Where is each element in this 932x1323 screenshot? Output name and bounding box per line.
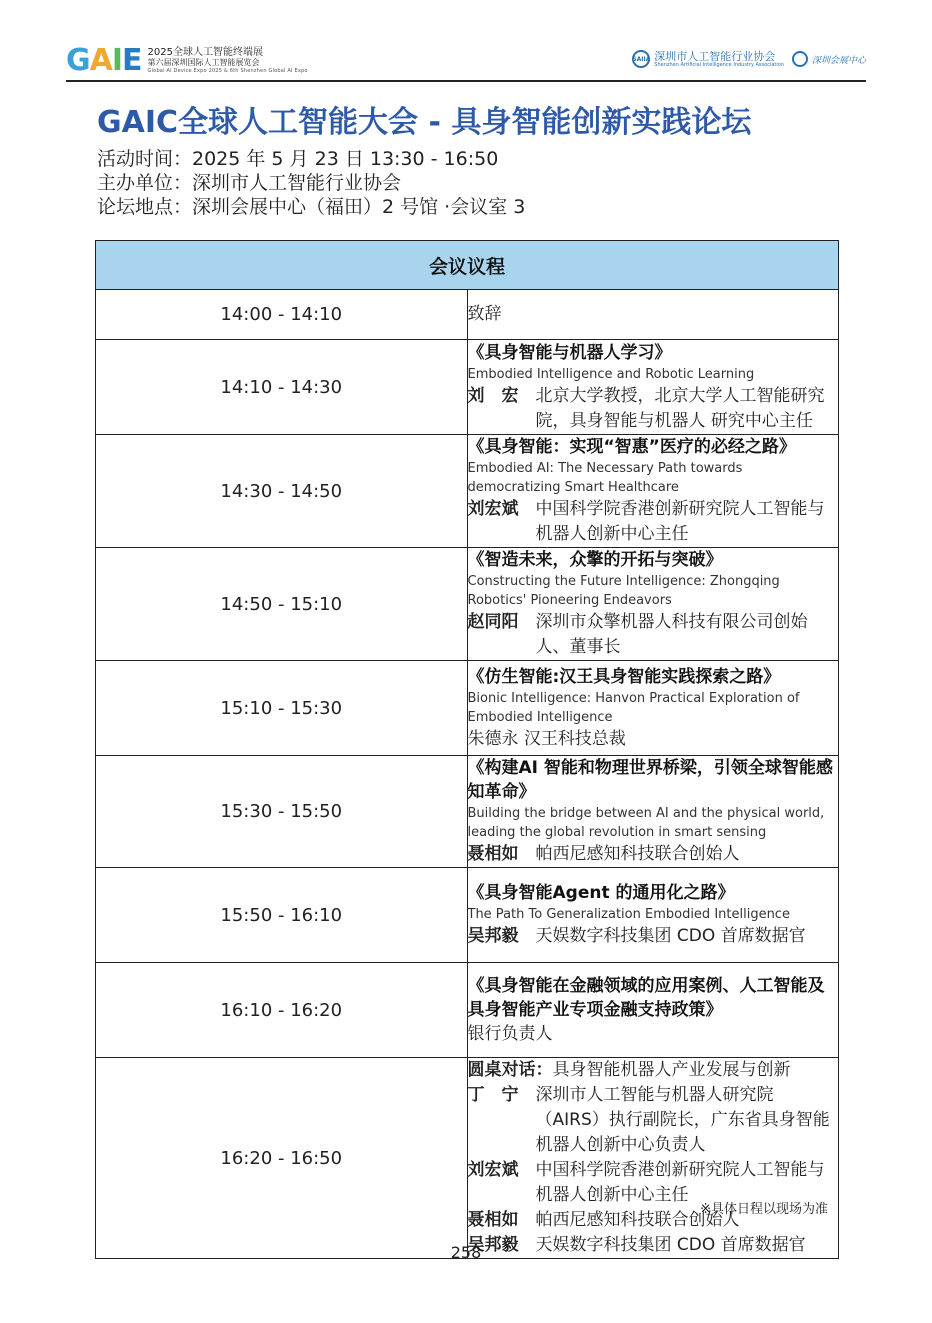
session-title-en: Constructing the Future Intelligence: Zhongqing Robotics' Pioneering Endeavors: [467, 574, 780, 608]
speaker-title: 深圳市众擎机器人科技有限公司创始人、董事长: [535, 612, 808, 657]
association-name: 深圳市人工智能行业协会: [654, 49, 776, 63]
logo-line-3: Global AI Device Expo 2025 & 6th Shenzhen Global AI Expo: [147, 68, 308, 74]
session-time: 15:30 - 15:50: [96, 756, 468, 868]
session-time: 14:10 - 14:30: [96, 340, 468, 435]
table-row: [96, 435, 839, 548]
speaker-name: 聂相如: [467, 844, 519, 864]
session-time: 15:50 - 16:10: [96, 868, 468, 963]
association-name-en: Shenzhen Artificial Intelligence Industry Association: [654, 61, 784, 68]
speaker: [468, 610, 839, 660]
session-time: 15:10 - 15:30: [96, 661, 468, 756]
convention-center-logo: 深圳会展中心: [811, 55, 866, 66]
table-row: [96, 340, 839, 435]
header-divider: [66, 80, 866, 82]
panelist-title: 深圳市人工智能与机器人研究院（AIRS）执行副院长，广东省具身智能机器人创新中心负责人: [535, 1085, 830, 1155]
session-title: 《具身智能Agent 的通用化之路》: [467, 883, 735, 903]
table-row: [96, 963, 839, 1058]
logo-line-1: 2025全球人工智能终端展: [147, 47, 263, 58]
panelist-title: 帕西尼感知科技联合创始人: [535, 1210, 740, 1230]
session-title: 《具身智能：实现“智惠”医疗的必经之路》: [467, 437, 796, 457]
session-title-en: Embodied Intelligence and Robotic Learning: [467, 366, 755, 382]
session-content: [467, 661, 839, 756]
session-content: [467, 290, 839, 340]
session-title: 《具身智能与机器人学习》: [467, 342, 672, 363]
panelist-name: 丁 宁: [467, 1085, 519, 1105]
speaker: [468, 842, 839, 867]
speaker-title: 中国科学院香港创新研究院人工智能与机器人创新中心主任: [535, 499, 825, 544]
session-time: 14:00 - 14:10: [96, 290, 468, 340]
speaker-name: 刘 宏: [467, 385, 519, 406]
speaker: [468, 497, 839, 547]
schedule-note: ※具体日程以现场为准: [700, 1202, 828, 1217]
session-title-en: Bionic Intelligence: Hanvon Practical Exploration of Embodied Intelligence: [467, 690, 800, 725]
gaie-wordmark: GAIE: [66, 43, 142, 78]
session-title: 《构建AI 智能和物理世界桥梁，引领全球智能感知革命》: [467, 758, 833, 802]
session-content: [467, 756, 839, 868]
table-row: [96, 548, 839, 661]
speaker-title: 北京大学教授，北京大学人工智能研究院，具身智能与机器人 研究中心主任: [535, 385, 825, 431]
speaker-title: 天娱数字科技集团 CDO 首席数据官: [535, 926, 806, 946]
association-logos: [632, 50, 866, 68]
session-content: [467, 868, 839, 963]
roundtable-heading: [468, 1058, 839, 1083]
page-title: GAIC全球人工智能大会 - 具身智能创新实践论坛: [97, 105, 752, 140]
table-row: [96, 661, 839, 756]
speaker-line: 银行负责人: [467, 1023, 553, 1044]
roundtable-label: 圆桌对话：: [467, 1060, 553, 1080]
session-time: 16:20 - 16:50: [96, 1058, 468, 1259]
panelist-name: 聂相如: [467, 1210, 519, 1230]
panelist-title: 天娱数字科技集团 CDO 首席数据官: [535, 1235, 806, 1255]
panelist-title: 中国科学院香港创新研究院人工智能与机器人创新中心主任: [535, 1160, 825, 1205]
event-meta: [97, 147, 525, 219]
session-title: 《具身智能在金融领域的应用案例、人工智能及具身智能产业专项金融支持政策》: [467, 975, 825, 1020]
speaker-name: 刘宏斌: [467, 499, 519, 519]
table-row: [96, 290, 839, 340]
agenda-table: [95, 240, 839, 1259]
panelist: [468, 1083, 839, 1158]
panelist-name: 吴邦毅: [467, 1235, 519, 1255]
event-venue: 论坛地点：深圳会展中心（福田）2 号馆 ·会议室 3: [97, 196, 526, 218]
session-title-en: The Path To Generalization Embodied Intelligence: [467, 907, 790, 922]
session-title-en: Building the bridge between AI and the physical world, leading the global revolution in smart sensing: [467, 806, 825, 840]
agenda-header: 会议议程: [96, 241, 839, 290]
session-content: [467, 548, 839, 661]
speaker-title: 帕西尼感知科技联合创始人: [535, 844, 740, 864]
session-title: 《仿生智能:汉王具身智能实践探索之路》: [467, 666, 781, 687]
session-content: [467, 963, 839, 1058]
speaker-name: 吴邦毅: [467, 926, 519, 946]
agenda-header-row: [96, 241, 839, 290]
session-time: 16:10 - 16:20: [96, 963, 468, 1058]
session-content: [467, 435, 839, 548]
speaker: [468, 384, 839, 434]
logo-line-2: 第六届深圳国际人工智能展览会: [147, 58, 260, 67]
roundtable-content: [467, 1058, 839, 1259]
panelist-name: 刘宏斌: [467, 1160, 519, 1180]
speaker-name: 赵同阳: [467, 612, 519, 632]
association-seal-icon: SAIIA: [632, 50, 650, 68]
session-time: 14:30 - 14:50: [96, 435, 468, 548]
roundtable-topic: 具身智能机器人产业发展与创新: [552, 1060, 791, 1080]
session-title-en: Embodied AI: The Necessary Path towards democratizing Smart Healthcare: [467, 461, 743, 495]
table-row: [96, 756, 839, 868]
convention-center-icon: [792, 51, 808, 67]
session-title: 《智造未来，众擎的开拓与突破》: [467, 550, 723, 570]
speaker: [468, 924, 839, 949]
page-number: 258: [450, 1243, 482, 1262]
session-content: [467, 340, 839, 435]
event-time: 活动时间：2025 年 5 月 23 日 13:30 - 16:50: [97, 148, 499, 170]
table-row: [96, 868, 839, 963]
table-row: [96, 1058, 839, 1259]
page-header: [66, 44, 866, 80]
session-text: 致辞: [467, 304, 502, 324]
speaker-line: 朱德永 汉王科技总裁: [467, 728, 626, 749]
event-host: 主办单位：深圳市人工智能行业协会: [97, 172, 402, 194]
gaie-logo: [66, 43, 308, 78]
session-time: 14:50 - 15:10: [96, 548, 468, 661]
